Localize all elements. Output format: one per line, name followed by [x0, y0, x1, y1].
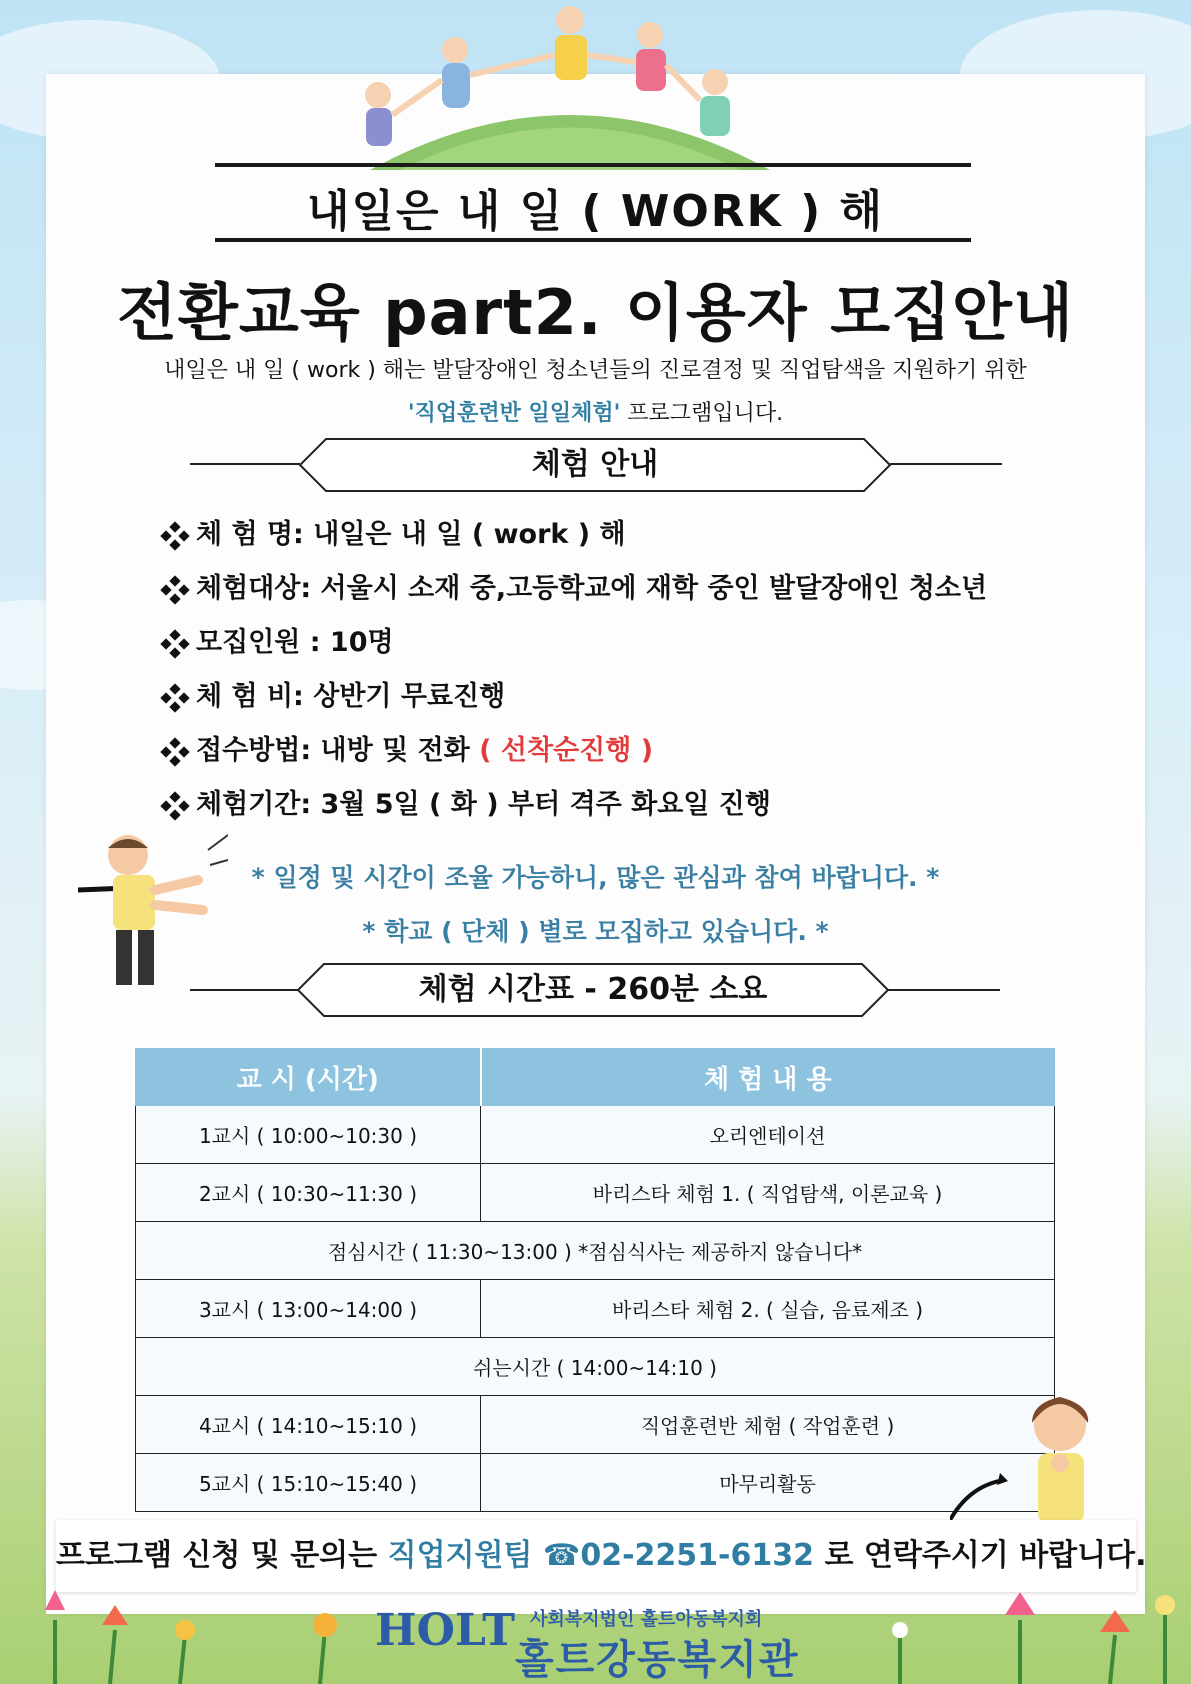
info-text: 모집인원 : 10명	[196, 627, 394, 658]
info-row-target	[160, 566, 987, 605]
section-banner-timetable	[296, 962, 890, 1018]
diamond-bullet-icon	[160, 575, 190, 605]
info-row-period	[160, 782, 771, 821]
first-come-note: ( 선착순진행 )	[479, 735, 654, 766]
diamond-bullet-icon	[160, 629, 190, 659]
intro-line-2-rest: 프로그램입니다.	[620, 401, 784, 426]
title-top-rule	[215, 163, 971, 167]
banner-line-right	[890, 463, 1002, 465]
table-row-merged	[136, 1338, 1055, 1396]
info-row-name	[160, 512, 626, 551]
info-text: 체험대상: 서울시 소재 중,고등학교에 재학 중인 발달장애인 청소년	[196, 573, 988, 604]
info-row-method	[160, 728, 653, 767]
diamond-bullet-icon	[160, 683, 190, 713]
content-cell: 마무리활동	[481, 1454, 1055, 1512]
period-cell: 4교시 ( 14:10~15:10 )	[136, 1396, 481, 1454]
table-row	[136, 1164, 1055, 1222]
flowers-decoration-right	[860, 1580, 1191, 1684]
diamond-bullet-icon	[160, 521, 190, 551]
banner-line-left	[190, 463, 300, 465]
info-text: 체 험 비: 상반기 무료진행	[196, 681, 506, 712]
info-text: 접수방법: 내방 및 전화	[196, 735, 470, 766]
page-title: 전환교육 part2. 이용자 모집안내	[117, 276, 1074, 349]
table-header-row	[136, 1049, 1055, 1106]
period-cell: 2교시 ( 10:30~11:30 )	[136, 1164, 481, 1222]
content-cell: 직업훈련반 체험 ( 작업훈련 )	[481, 1396, 1055, 1454]
info-text: 체 험 명: 내일은 내 일 ( work ) 해	[196, 519, 626, 550]
phone-icon: ☎	[542, 1538, 581, 1573]
contact-suffix: 로 연락주시기 바랍니다.	[824, 1538, 1147, 1573]
banner-line-left	[190, 989, 300, 991]
table-row-merged	[136, 1222, 1055, 1280]
flowers-decoration-left	[30, 1580, 350, 1684]
section-banner-guide	[298, 437, 892, 493]
table-row	[136, 1396, 1055, 1454]
break-cell: 쉬는시간 ( 14:00~14:10 )	[136, 1338, 1055, 1396]
girl-thinking-illustration	[950, 1385, 1110, 1535]
content-cell: 바리스타 체험 2. ( 실습, 음료제조 )	[481, 1280, 1055, 1338]
subtitle-heading: 내일은 내 일 ( WORK ) 해	[306, 186, 885, 237]
banner-line-right	[888, 989, 1000, 991]
diamond-bullet-icon	[160, 737, 190, 767]
program-highlight: '직업훈련반 일일체험'	[407, 401, 621, 426]
schedule-note: * 일정 및 시간이 조율 가능하니, 많은 관심과 참여 바랍니다. *	[251, 863, 940, 892]
lunch-cell: 점심시간 ( 11:30~13:00 ) *점심식사는 제공하지 않습니다*	[136, 1222, 1055, 1280]
table-row	[136, 1454, 1055, 1512]
column-header-content: 체 험 내 용	[481, 1049, 1055, 1106]
diamond-bullet-icon	[160, 791, 190, 821]
center-name: 홀트강동복지관	[515, 1637, 800, 1683]
children-holding-hands-illustration	[360, 0, 780, 170]
intro-line-1: 내일은 내 일 ( work ) 해는 발달장애인 청소년들의 진로결정 및 직업탐색을 지원하기 위한	[164, 358, 1027, 383]
contact-phone[interactable]: 02-2251-6132	[580, 1538, 814, 1573]
contact-team: 직업지원팀	[387, 1538, 533, 1573]
section-title-timetable: 체험 시간표 - 260분 소요	[418, 972, 768, 1007]
holt-logo: HOLT	[375, 1605, 515, 1656]
timetable	[135, 1048, 1055, 1512]
period-cell: 1교시 ( 10:00~10:30 )	[136, 1106, 481, 1164]
intro-line-2	[0, 396, 1191, 427]
content-cell: 오리엔테이션	[481, 1106, 1055, 1164]
school-note: * 학교 ( 단체 ) 별로 모집하고 있습니다. *	[362, 917, 829, 946]
column-header-period: 교 시 (시간)	[136, 1049, 481, 1106]
content-cell: 바리스타 체험 1. ( 직업탐색, 이론교육 )	[481, 1164, 1055, 1222]
info-row-quota	[160, 620, 394, 659]
table-row	[136, 1280, 1055, 1338]
foundation-name: 사회복지법인 홀트아동복지회	[530, 1609, 763, 1630]
contact-prefix: 프로그램 신청 및 문의는	[56, 1538, 378, 1573]
table-row	[136, 1106, 1055, 1164]
period-cell: 3교시 ( 13:00~14:00 )	[136, 1280, 481, 1338]
period-cell: 5교시 ( 15:10~15:40 )	[136, 1454, 481, 1512]
info-row-fee	[160, 674, 505, 713]
info-text: 체험기간: 3월 5일 ( 화 ) 부터 격주 화요일 진행	[196, 789, 771, 820]
section-title-guide: 체험 안내	[531, 447, 659, 482]
title-bottom-rule	[215, 238, 971, 242]
